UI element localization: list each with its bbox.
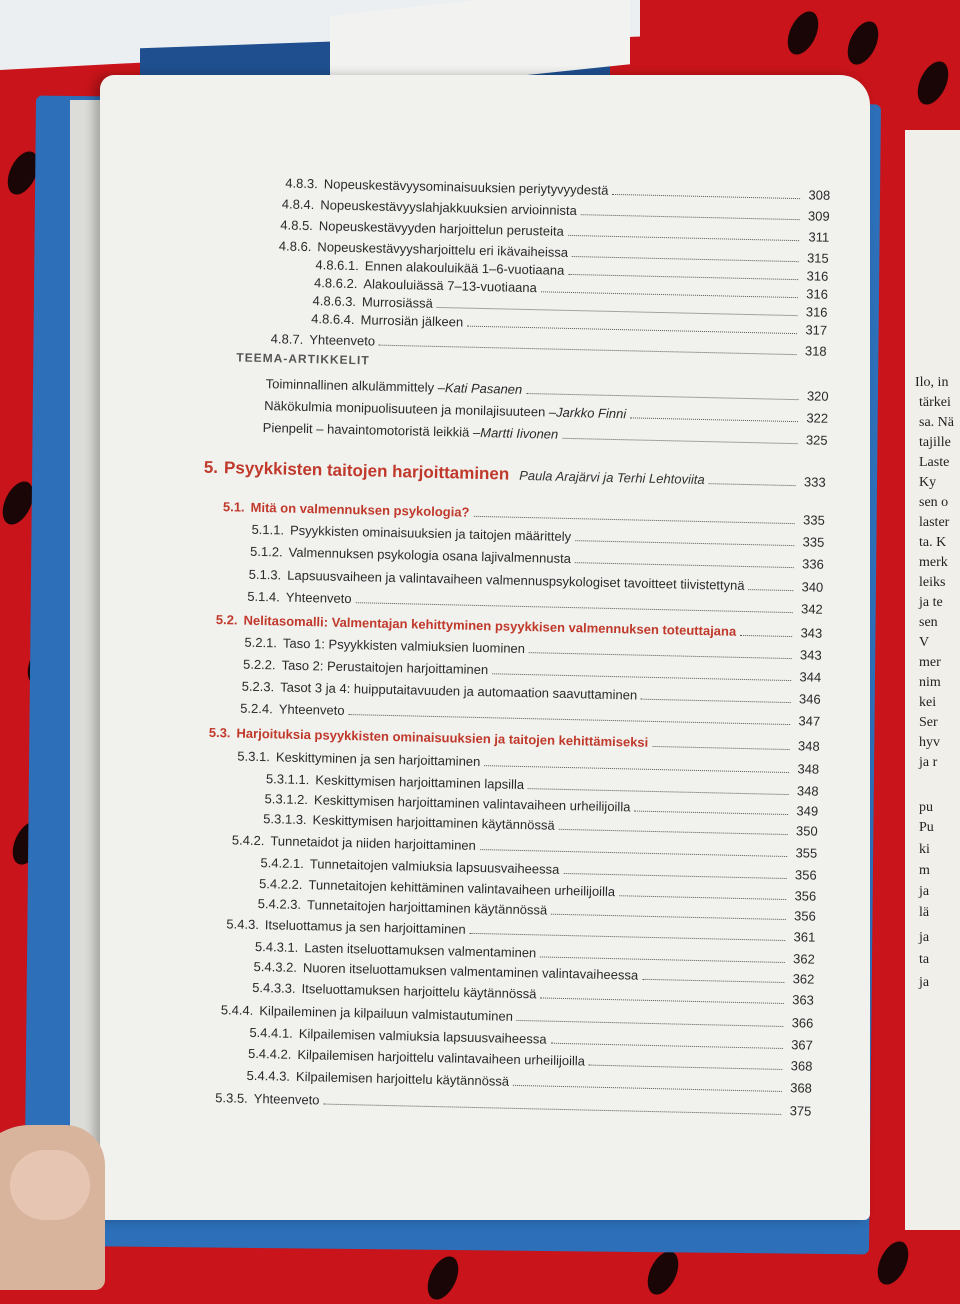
facing-page-line: kei [919,695,937,710]
entry-title: Kilpailemisen harjoittelu käytännössä [295,1068,510,1089]
leader-dots [619,895,786,900]
entry-title: Harjoituksia psyykkisten ominaisuuksien ja taitojen kehittämiseksi [236,725,649,750]
entry-title: Nopeuskestävyysominaisuuksien periytyvyydestä [323,176,609,198]
entry-page: 336 [801,556,824,572]
leader-dots [550,1043,782,1049]
entry-title: Nopeuskestävyysharjoittelu eri ikävaiheissa [317,239,569,260]
leader-dots [473,516,794,524]
leader-dots [528,788,789,795]
facing-page-line: merk [919,555,948,570]
entry-title: Kilpailemisen valmiuksia lapsuusvaiheessa [298,1025,547,1047]
leader-dots [551,914,786,920]
entry-title: Yhteenveto [309,332,376,349]
facing-page-line: ta. K [919,535,947,550]
leader-dots [513,1085,782,1092]
facing-page-line: ki [919,842,930,857]
entry-page: 320 [806,388,829,404]
entry-title: Pienpelit – havaintomotoristä leikkiä – [262,420,481,440]
facing-page-line: laster [919,515,950,530]
entry-page: 368 [790,1058,813,1074]
entry-title: Psyykkisten ominaisuuksien ja taitojen määrittely [289,522,572,545]
entry-page: 356 [793,908,816,924]
entry-page: 355 [795,845,818,861]
leader-dots [634,811,788,815]
entry-title: Tunnetaitojen valmiuksia lapsuusvaiheessa [309,856,560,877]
toc-entry[interactable] [246,1068,812,1096]
entry-number: 5.4.4. [220,1002,254,1018]
leader-dots [348,714,790,725]
entry-title: Keskittymisen harjoittaminen käytännössä [312,812,555,833]
entry-author: Kati Pasanen [444,380,523,397]
entry-page: 367 [791,1037,814,1053]
entry-number: 5.2.2. [242,656,276,673]
entry-page: 308 [808,187,831,203]
entry-number: 5.3.1.1. [265,771,310,788]
facing-page-line: ja [919,884,930,899]
entry-title: Mitä on valmennuksen psykologia? [250,499,470,520]
leader-dots [572,256,799,262]
entry-title: Nopeuskestävyyslahjakkuuksien arvioinnista [320,197,577,219]
leader-dots [575,540,794,546]
leader-dots [492,673,791,681]
entry-number: 5.4.2.3. [257,896,302,913]
entry-page: 347 [798,713,821,729]
entry-title: Lapsuusvaiheen ja valintavaiheen valmennuspsykologiset tavoitteet tiivistettynä [287,567,745,593]
entry-page: 343 [799,647,822,663]
toc-entry[interactable] [215,1090,811,1119]
facing-page-line: mer [919,655,941,670]
facing-page-line: tajille [919,435,951,450]
facing-page-line: ja te [919,595,943,610]
entry-title: Murrosiän jälkeen [360,312,464,330]
facing-page-line: Ser [919,715,938,730]
facing-page-line: hyv [919,735,940,750]
leader-dots [526,393,798,400]
leader-dots [356,602,793,613]
toc-entry[interactable] [263,420,828,448]
entry-page: 362 [792,971,815,987]
entry-page: 335 [802,534,825,550]
leader-dots [529,652,792,659]
entry-number: 5.4.3.3. [252,979,296,996]
leader-dots [467,326,797,334]
entry-page: 350 [795,823,818,839]
entry-title: Lasten itseluottamuksen valmentaminen [304,940,537,961]
facing-page-line: ta [919,952,930,967]
facing-page-line: ja r [919,755,938,770]
leader-dots [323,1104,781,1115]
entry-page: 315 [806,250,829,266]
entry-title: Nopeuskestävyyden harjoittelun perusteita [318,218,564,239]
entry-page: 348 [797,761,820,777]
entry-page: 362 [792,951,816,967]
entry-title: Toiminnallinen alkulämmittely – [265,376,446,396]
facing-page-line: tärkei [919,395,951,410]
entry-title: Tunnetaitojen harjoittaminen käytännössä [306,897,548,918]
entry-page: 342 [800,601,823,617]
entry-title: Yhteenveto [278,701,345,718]
entry-number: 5.3.5. [215,1090,248,1106]
entry-number: 5.4.3. [226,916,260,933]
entry-title: Tunnetaidot ja niiden harjoittaminen [270,833,477,853]
leader-dots [568,274,798,280]
entry-number: 5.1.3. [248,566,282,583]
entry-page: 346 [798,691,821,707]
entry-number: 4.8.6.4. [311,311,355,328]
leader-dots [379,345,797,355]
entry-number: 4.8.6. [278,238,312,255]
facing-page-line: Pu [919,820,934,835]
entry-number: 5.4.4.1. [249,1024,293,1041]
entry-author: Jarkko Finni [555,404,627,422]
leader-dots [748,589,793,591]
facing-page-line: sa. Nä [919,415,954,430]
leader-dots [581,214,800,220]
leader-dots [612,194,800,199]
leader-dots [541,291,798,298]
entry-page: 309 [807,208,830,224]
entry-title: Kilpaileminen ja kilpailuun valmistautuminen [259,1003,514,1024]
entry-title: Yhteenveto [285,589,352,607]
facing-page-line: ja [919,930,930,945]
leader-dots [470,933,786,941]
entry-number: 5.1.2. [249,543,283,560]
facing-page-line: lä [919,905,930,920]
teema-heading: TEEMA-ARTIKKELIT [236,350,370,368]
entry-title: Taso 2: Perustaitojen harjoittaminen [281,657,489,678]
entry-title: Tunnetaitojen kehittäminen valintavaiheen urheilijoilla [308,877,616,900]
entry-number: 5.4.2.1. [260,855,305,872]
entry-page: 316 [805,304,828,320]
entry-number: 5.4.2. [231,832,265,849]
entry-author: Martti Iivonen [480,424,559,442]
entry-number: 4.8.6.1. [315,257,360,274]
entry-title: Nuoren itseluottamuksen valmentaminen valintavaiheessa [302,960,639,983]
entry-page: 356 [794,888,817,904]
entry-page: 317 [805,322,828,338]
entry-number: 4.8.4. [281,196,315,213]
facing-page-line: Laste [919,455,950,470]
entry-page: 349 [796,803,819,819]
leader-dots [641,699,791,703]
entry-number: 5.4.2.2. [258,876,303,893]
toc-entry[interactable] [247,589,823,617]
entry-page: 325 [805,432,828,448]
entry-page: 348 [796,783,819,799]
entry-number: 5.4.4.2. [247,1045,292,1062]
entry-page: 322 [806,410,829,426]
facing-page-line: Ilo, in [915,375,949,390]
leader-dots [740,635,792,637]
entry-title: Ennen alakouluikää 1–6-vuotiaana [364,258,565,278]
leader-dots [589,1065,782,1070]
facing-page-line: ja [919,975,930,990]
entry-number: 4.8.6.3. [312,293,357,310]
entry-page: 318 [804,343,827,359]
entry-page: 348 [797,738,820,754]
facing-page-line: Ky [919,475,937,490]
entry-number: 5.3. [208,724,231,741]
entry-number: 5.3.1.3. [263,811,307,828]
facing-page-line: sen o [919,495,949,510]
entry-title: Itseluottamus ja sen harjoittaminen [264,917,466,937]
entry-page: 343 [800,625,823,641]
toc-entry[interactable] [240,701,820,729]
entry-title: Keskittymisen harjoittaminen valintavaiheen urheilijoilla [313,792,631,815]
entry-title: Valmennuksen psykologia osana lajivalmennusta [288,544,572,567]
entry-number: 5.1. [222,499,245,515]
leader-dots [709,483,796,486]
entry-page: 340 [801,579,824,595]
leader-dots [575,562,794,568]
entry-title: Murrosiässä [361,294,433,311]
leader-dots [652,746,789,750]
leader-dots [568,235,799,241]
entry-number: 5.2.4. [240,700,273,717]
entry-number: 5.2. [215,612,238,628]
facing-page-line: nim [919,675,941,690]
facing-page-line: m [919,863,930,878]
entry-number: 5.2.1. [244,634,278,651]
entry-number: 5.3.1. [237,748,271,765]
toc-entry[interactable] [250,544,824,572]
leader-dots [540,997,784,1004]
entry-number: 5.1.4. [247,588,281,605]
entry-title: Alakouluiässä 7–13-vuotiaana [363,276,538,296]
leader-dots [484,765,789,773]
entry-number: 5.4.3.1. [254,938,299,955]
entry-number: 5.2.3. [241,678,275,695]
entry-title: Itseluottamuksen harjoittelu käytännössä [301,981,537,1002]
leader-dots [480,849,787,857]
entry-page: 311 [808,229,830,245]
entry-title: Näkökulmia monipuolisuuteen ja monilajisuuteen – [264,398,557,420]
leader-dots [630,417,798,422]
facing-page-line: leiks [919,575,946,590]
facing-page-line: pu [919,800,933,815]
chapter-number: 5. [203,457,219,478]
chapter-heading[interactable] [204,458,826,492]
entry-page: 375 [789,1103,812,1119]
entry-page: 344 [799,669,822,685]
leader-dots [559,829,788,835]
entry-number: 5.4.4.3. [246,1067,291,1084]
entry-page: 335 [802,512,825,528]
entry-title: Nelitasomalli: Valmentajan kehittyminen psyykkisen valmennuksen toteuttajana [243,612,737,639]
chapter-author: Paula Arajärvi ja Terhi Lehtoviita [519,467,705,488]
leader-dots [563,873,786,879]
entry-page: 356 [794,867,817,883]
chapter-page: 333 [803,474,826,490]
entry-number: 4.8.7. [270,331,304,347]
entry-number: 5.1.1. [251,521,285,538]
facing-page-line: V [919,635,930,650]
entry-number: 4.8.6.2. [313,275,358,292]
entry-title: Keskittymisen harjoittaminen lapsilla [315,772,525,793]
entry-number: 4.8.5. [280,217,314,234]
chapter-title: Psyykkisten taitojen harjoittaminen [223,458,510,484]
leader-dots [562,438,797,444]
entry-page: 363 [792,992,815,1008]
entry-page: 368 [790,1080,813,1096]
thumb-nail [10,1150,90,1220]
entry-title: Kilpailemisen harjoittelu valintavaiheen urheilijoilla [297,1046,586,1069]
entry-number: 5.3.1.2. [264,791,309,808]
entry-title: Yhteenveto [253,1090,320,1108]
facing-page-line: sen [919,615,938,630]
entry-page: 316 [806,268,829,284]
entry-title: Taso 1: Psyykkisten valmiuksien luominen [282,635,526,657]
entry-number: 5.4.3.2. [253,958,298,975]
entry-page: 316 [806,286,829,302]
entry-page: 366 [791,1015,814,1031]
entry-title: Tasot 3 ja 4: huipputaitavuuden ja automaation saavuttaminen [280,679,638,703]
leader-dots [517,1020,783,1027]
leader-dots [540,956,785,963]
entry-number: 4.8.3. [285,175,319,192]
leader-dots [642,979,784,983]
entry-page: 361 [793,929,816,945]
entry-title: Keskittyminen ja sen harjoittaminen [275,749,481,770]
